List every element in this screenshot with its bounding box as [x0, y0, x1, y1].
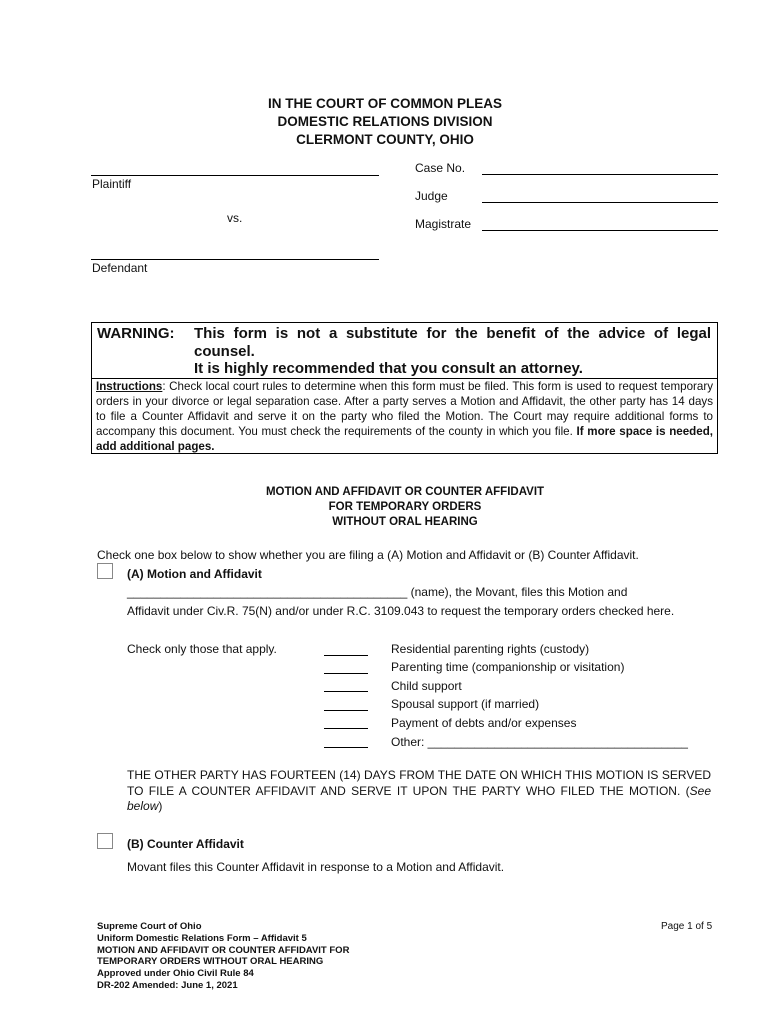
- instructions-label: Instructions: [96, 380, 163, 393]
- court-line-1: IN THE COURT OF COMMON PLEAS: [268, 96, 502, 111]
- court-line-3: CLERMONT COUNTY, OHIO: [296, 132, 474, 147]
- magistrate-field[interactable]: [482, 230, 718, 231]
- check-one-instruction: Check one box below to show whether you are filing a (A) Motion and Affidavit or (B) Counter Affidavit.: [97, 548, 639, 562]
- page-number: Page 1 of 5: [661, 921, 713, 932]
- option-blank-custody[interactable]: [324, 655, 368, 656]
- footer-line-3: MOTION AND AFFIDAVIT OR COUNTER AFFIDAVIT FOR: [97, 944, 350, 956]
- form-title-line-3: WITHOUT ORAL HEARING: [332, 516, 478, 528]
- footer: [97, 921, 349, 992]
- defendant-label: Defendant: [92, 261, 148, 275]
- counter-affidavit-checkbox[interactable]: [97, 833, 113, 849]
- notice-end: ): [158, 799, 163, 813]
- option-custody: Residential parenting rights (custody): [391, 642, 590, 656]
- notice-italic: See below: [127, 783, 711, 813]
- court-heading: [0, 95, 770, 149]
- form-title: [0, 485, 770, 530]
- option-other: Other: _______________________________________: [391, 735, 688, 749]
- option-blank-parenting-time[interactable]: [324, 673, 368, 674]
- instructions-body: : Check local court rules to determine when this form must be filed. This form is used to request temporary orders in your divorce or legal separation case. After a party serves a Motion and Affidavit, the other party has 14 days to file a Counter Affidavit and serve it on the party who filed the Motion. The Court may require additional forms to accompany this document. You must check the requirements of the county in which you file.: [96, 380, 713, 438]
- motion-affidavit-checkbox[interactable]: [97, 563, 113, 579]
- option-blank-other[interactable]: [324, 747, 368, 748]
- section-b-label: (B) Counter Affidavit: [127, 837, 244, 851]
- option-blank-debts[interactable]: [324, 728, 368, 729]
- footer-line-6: DR-202 Amended: June 1, 2021: [97, 979, 238, 991]
- plaintiff-label: Plaintiff: [92, 177, 132, 191]
- instructions-text: [96, 379, 713, 454]
- case-no-field[interactable]: [482, 174, 718, 175]
- defendant-line[interactable]: [91, 259, 379, 260]
- option-spousal-support: Spousal support (if married): [391, 697, 540, 711]
- warning-box: [91, 322, 718, 454]
- magistrate-label: Magistrate: [415, 217, 472, 231]
- fourteen-day-notice: [127, 768, 711, 815]
- warning-label: WARNING:: [97, 325, 175, 342]
- check-only-label: Check only those that apply.: [127, 642, 277, 656]
- option-blank-spousal-support[interactable]: [324, 710, 368, 711]
- judge-label: Judge: [415, 189, 448, 203]
- section-a-label: (A) Motion and Affidavit: [127, 567, 262, 581]
- form-title-line-1: MOTION AND AFFIDAVIT OR COUNTER AFFIDAVIT: [265, 486, 545, 498]
- form-title-line-2: FOR TEMPORARY ORDERS: [328, 501, 482, 513]
- footer-line-2: Uniform Domestic Relations Form – Affidavit 5: [97, 932, 307, 944]
- section-b-text: Movant files this Counter Affidavit in response to a Motion and Affidavit.: [127, 860, 505, 874]
- movant-name-line: __________________________________________ (name), the Movant, files this Motion and: [127, 585, 628, 599]
- footer-line-5: Approved under Ohio Civil Rule 84: [97, 968, 254, 980]
- vs-label: vs.: [227, 211, 243, 225]
- court-line-2: DOMESTIC RELATIONS DIVISION: [277, 114, 493, 129]
- footer-line-4: TEMPORARY ORDERS WITHOUT ORAL HEARING: [97, 956, 324, 968]
- option-debts: Payment of debts and/or expenses: [391, 716, 577, 730]
- option-child-support: Child support: [391, 679, 462, 693]
- section-a-line-2: Affidavit under Civ.R. 75(N) and/or under R.C. 3109.043 to request the temporary orders checked here.: [127, 604, 675, 618]
- instructions-bold-tail: If more space is needed, add additional pages.: [96, 425, 714, 453]
- judge-field[interactable]: [482, 202, 718, 203]
- warning-line-2: It is highly recommended that you consult an attorney.: [194, 360, 583, 377]
- plaintiff-line[interactable]: [91, 175, 379, 176]
- case-no-label: Case No.: [415, 161, 466, 175]
- option-parenting-time: Parenting time (companionship or visitation): [391, 660, 625, 674]
- warning-line-1: This form is not a substitute for the benefit of the advice of legal counsel.: [194, 325, 711, 360]
- notice-text: THE OTHER PARTY HAS FOURTEEN (14) DAYS FROM THE DATE ON WHICH THIS MOTION IS SERVED TO FILE A COUNTER AFFIDAVIT AND SERVE IT UPON THE PARTY WHO FILED THE MOTION. (: [127, 768, 711, 798]
- footer-line-1: Supreme Court of Ohio: [97, 921, 202, 932]
- option-blank-child-support[interactable]: [324, 691, 368, 692]
- warning-text: [194, 325, 711, 378]
